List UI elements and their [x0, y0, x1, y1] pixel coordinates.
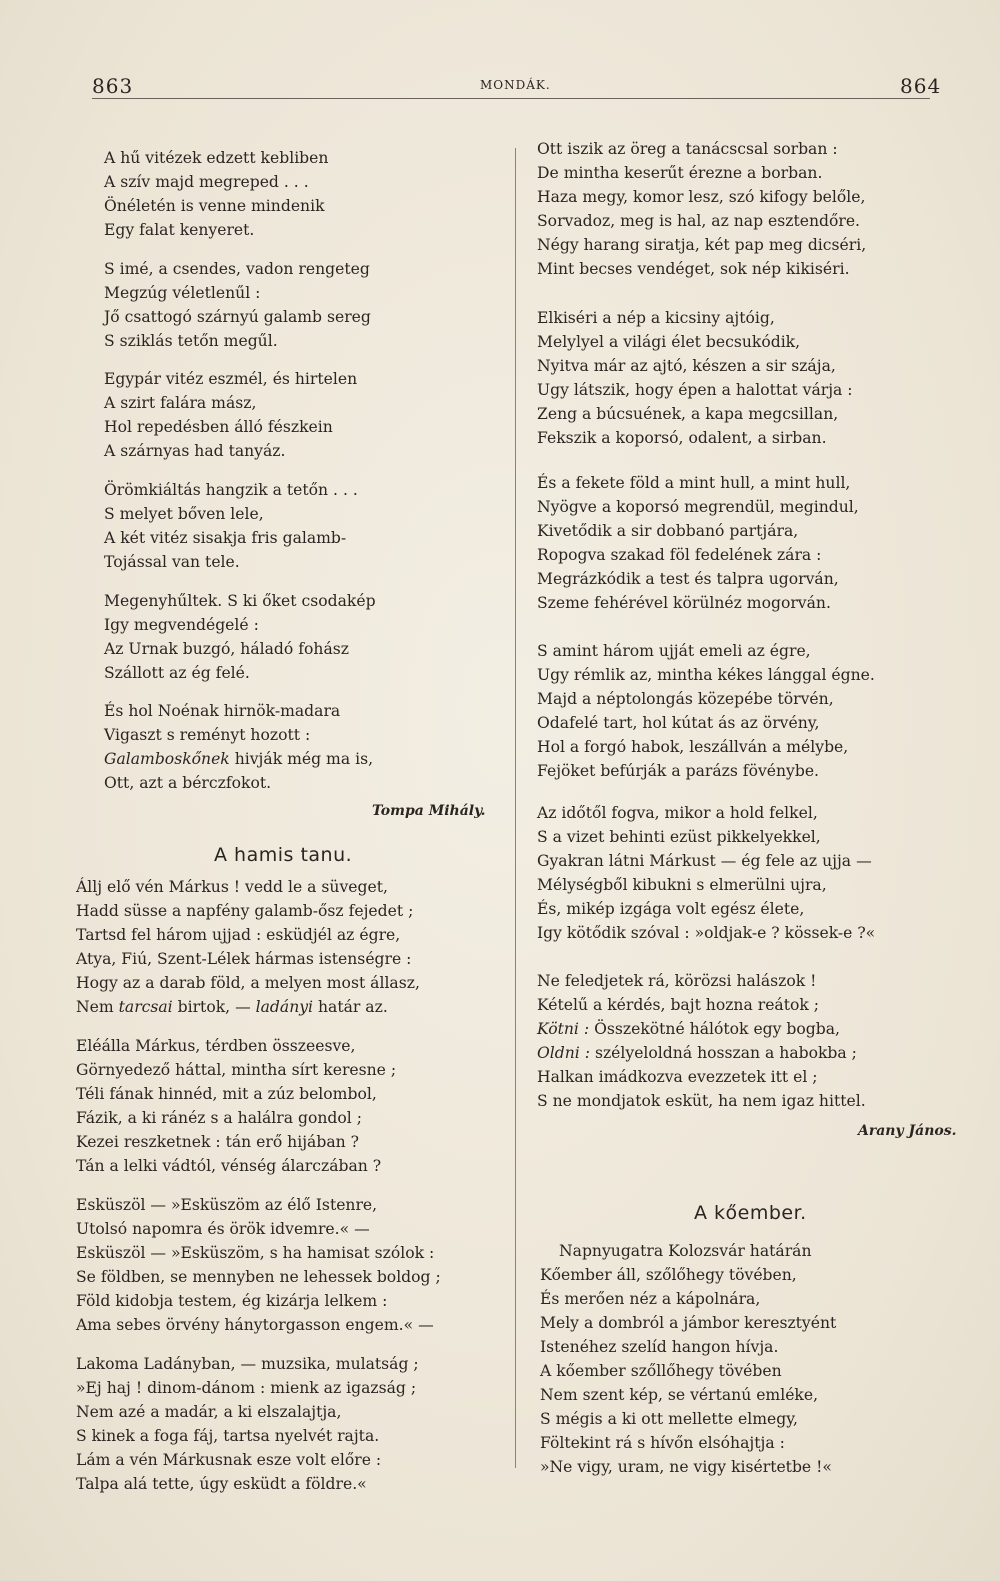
verse-line [537, 1046, 857, 1062]
verse-line: Nyögve a koporsó megrendül, megindul, [537, 498, 859, 516]
verse-line: Ott iszik az öreg a tanácscsal sorban : [537, 140, 838, 158]
verse-line: Négy harang siratja, két pap meg dicséri, [537, 236, 867, 254]
verse-line: Hol repedésben álló fészkein [104, 418, 333, 436]
poem-title: A kőember. [694, 1202, 807, 1224]
verse-text: hivják még ma is, [229, 750, 374, 768]
verse-line: Önéletén is venne mindenik [104, 197, 325, 215]
verse-line: Tán a lelki vádtól, vénség álarczában ? [76, 1157, 382, 1175]
verse-line: És hol Noénak hirnök-madara [104, 702, 341, 720]
verse-line: És a fekete föld a mint hull, a mint hull, [537, 474, 851, 492]
verse-line: Elkiséri a nép a kicsiny ajtóig, [537, 309, 775, 327]
verse-line: Napnyugatra Kolozsvár határán [559, 1242, 812, 1260]
verse-line: Tartsd fel három ujjad : esküdjél az égre, [76, 926, 401, 944]
verse-line: Vigaszt s reményt hozott : [104, 726, 311, 744]
verse-line: Esküszöl — »Esküszöm, s ha hamisat szólok : [76, 1244, 435, 1262]
verse-line: Utolsó napomra és örök idvemre.« — [76, 1220, 370, 1238]
verse-line: A szárnyas had tanyáz. [104, 442, 286, 460]
verse-line: S mégis a ki ott mellette elmegy, [540, 1410, 798, 1428]
verse-line: Kivetődik a sir dobbanó partjára, [537, 522, 799, 540]
running-title: MONDÁK. [480, 78, 551, 92]
verse-line: Föld kidobja testem, ég kizárja lelkem : [76, 1292, 388, 1310]
verse-line: Jő csattogó szárnyú galamb sereg [104, 308, 371, 326]
verse-line: Lám a vén Márkusnak esze volt előre : [76, 1451, 382, 1469]
verse-line: És merően néz a kápolnára, [540, 1290, 761, 1308]
verse-line: Atya, Fiú, Szent-Lélek hármas istenségre : [76, 950, 412, 968]
verse-line: Görnyedező háttal, mintha sírt keresne ; [76, 1061, 397, 1079]
verse-line: A szirt falára mász, [104, 394, 257, 412]
verse-line: Téli fának hinnéd, mit a zúz belombol, [76, 1085, 377, 1103]
left-page-number: 863 [92, 74, 134, 98]
verse-line: Haza megy, komor lesz, szó kifogy belőle, [537, 188, 866, 206]
verse-line: Hol a forgó habok, leszállván a mélybe, [537, 738, 849, 756]
verse-line: Talpa alá tette, úgy esküdt a földre.« [76, 1475, 367, 1493]
header-rule [92, 98, 930, 99]
verse-line: Az Urnak buzgó, háladó fohász [104, 640, 349, 658]
verse-line: Esküszöl — »Esküszöm az élő Istenre, [76, 1196, 378, 1214]
verse-line: Zeng a búcsuének, a kapa megcsillan, [537, 405, 839, 423]
verse-line: Egypár vitéz eszmél, és hirtelen [104, 370, 358, 388]
verse-line: Majd a néptolongás közepébe törvén, [537, 690, 834, 708]
verse-line: Kételű a kérdés, bajt hozna reátok ; [537, 996, 820, 1014]
verse-line: S melyet bőven lele, [104, 505, 264, 523]
verse-line: Melylyel a világi élet becsukódik, [537, 333, 801, 351]
author-signature: Arany János. [858, 1123, 957, 1139]
verse-line: Fekszik a koporsó, odalent, a sirban. [537, 429, 827, 447]
italic-word: Kötni : [537, 1020, 590, 1038]
author-signature: Tompa Mihály. [372, 803, 486, 819]
verse-line: S kinek a foga fáj, tartsa nyelvét rajta. [76, 1427, 380, 1445]
verse-line: Ne feledjetek rá, körözsi halászok ! [537, 972, 817, 990]
verse-line: Lakoma Ladányban, — muzsika, mulatság ; [76, 1355, 419, 1373]
verse-line: Hogy az a darab föld, a melyen most állasz, [76, 974, 420, 992]
verse-line: Se földben, se mennyben ne lehessek boldog ; [76, 1268, 441, 1286]
verse-line: Fejöket befúrják a parázs fövénybe. [537, 762, 820, 780]
verse-line: Egy falat kenyeret. [104, 221, 255, 239]
verse-line: Eléálla Márkus, térdben összeesve, [76, 1037, 356, 1055]
verse-line [104, 752, 373, 768]
verse-line: De mintha keserűt érezne a borban. [537, 164, 823, 182]
verse-line: A szív majd megreped . . . [104, 173, 309, 191]
verse-line: S sziklás tetőn megűl. [104, 332, 278, 350]
verse-line: Sorvadoz, meg is hal, az nap esztendőre. [537, 212, 861, 230]
verse-line: Nem szent kép, se vértanú emléke, [540, 1386, 819, 1404]
verse-line: Ott, azt a bérczfokot. [104, 774, 272, 792]
verse-line: Állj elő vén Márkus ! vedd le a süveget, [76, 878, 388, 896]
verse-text: Összekötné hálótok egy bogba, [589, 1020, 841, 1038]
poem-title: A hamis tanu. [214, 844, 353, 866]
verse-line: Igy megvendégelé : [104, 616, 259, 634]
verse-line: Kőember áll, szőlőhegy tövében, [540, 1266, 797, 1284]
column-divider [515, 148, 516, 1468]
verse-line: Ama sebes örvény hánytorgasson engem.« — [76, 1316, 434, 1334]
verse-line: Hadd süsse a napfény galamb-ősz fejedet ; [76, 902, 414, 920]
verse-line: Mélységből kibukni s elmerülni ujra, [537, 876, 827, 894]
verse-text: birtok, — [172, 998, 256, 1016]
verse-line: Igy kötődik szóval : »oldjak-e ? kössek-e ?« [537, 924, 876, 942]
italic-place-name: tarcsai [118, 998, 173, 1016]
verse-line: Megrázkódik a test és talpra ugorván, [537, 570, 839, 588]
verse-line: S imé, a csendes, vadon rengeteg [104, 260, 370, 278]
verse-line: A két vitéz sisakja fris galamb- [104, 529, 347, 547]
verse-line: S amint három ujját emeli az égre, [537, 642, 811, 660]
verse-text: Nem [76, 998, 119, 1016]
verse-line: »Ne vigy, uram, ne vigy kisértetbe !« [540, 1458, 832, 1476]
verse-line: A kőember szőllőhegy tövében [540, 1362, 782, 1380]
verse-line: Ugy rémlik az, mintha kékes lánggal égne. [537, 666, 875, 684]
verse-line: Tojással van tele. [104, 553, 240, 571]
italic-word: Oldni : [537, 1044, 590, 1062]
verse-line: Mely a dombról a jámbor keresztyént [540, 1314, 837, 1332]
verse-text: határ az. [313, 998, 388, 1016]
verse-line: Szállott az ég felé. [104, 664, 250, 682]
verse-line: Odafelé tart, hol kútat ás az örvény, [537, 714, 820, 732]
verse-line: S a vizet behinti ezüst pikkelyekkel, [537, 828, 821, 846]
italic-place-name: ladányi [255, 998, 314, 1016]
verse-line: S ne mondjatok esküt, ha nem igaz hittel. [537, 1092, 866, 1110]
verse-line: Mint becses vendéget, sok nép kikiséri. [537, 260, 850, 278]
verse-line: Szeme fehérével körülnéz mogorván. [537, 594, 831, 612]
verse-line: Ugy látszik, hogy épen a halottat várja : [537, 381, 853, 399]
verse-line: A hű vitézek edzett kebliben [104, 149, 329, 167]
verse-line: »Ej haj ! dinom-dánom : mienk az igazság ; [76, 1379, 417, 1397]
verse-line: Örömkiáltás hangzik a tetőn . . . [104, 481, 358, 499]
right-page-number: 864 [900, 74, 942, 98]
verse-line: Nem azé a madár, a ki elszalajtja, [76, 1403, 342, 1421]
verse-line: Megenyhűltek. S ki őket csodakép [104, 592, 376, 610]
verse-line: És, mikép izgága volt egész élete, [537, 900, 805, 918]
verse-line: Gyakran látni Márkust — ég fele az ujja — [537, 852, 872, 870]
verse-line [537, 1022, 840, 1038]
verse-line: Fázik, a ki ránéz s a halálra gondol ; [76, 1109, 362, 1127]
verse-line: Halkan imádkozva evezzetek itt el ; [537, 1068, 818, 1086]
verse-line: Kezei reszketnek : tán erő hijában ? [76, 1133, 359, 1151]
italic-place-name: Galamboskőnek [104, 750, 230, 768]
verse-line: Ropogva szakad föl fedelének zára : [537, 546, 822, 564]
verse-text: szélyeloldná hosszan a habokba ; [590, 1044, 857, 1062]
verse-line: Megzúg véletlenűl : [104, 284, 261, 302]
verse-line: Föltekint rá s hívőn elsóhajtja : [540, 1434, 785, 1452]
verse-line [76, 1000, 388, 1016]
verse-line: Istenéhez szelíd hangon hívja. [540, 1338, 779, 1356]
verse-line: Az időtől fogva, mikor a hold felkel, [537, 804, 818, 822]
verse-line: Nyitva már az ajtó, készen a sir szája, [537, 357, 836, 375]
